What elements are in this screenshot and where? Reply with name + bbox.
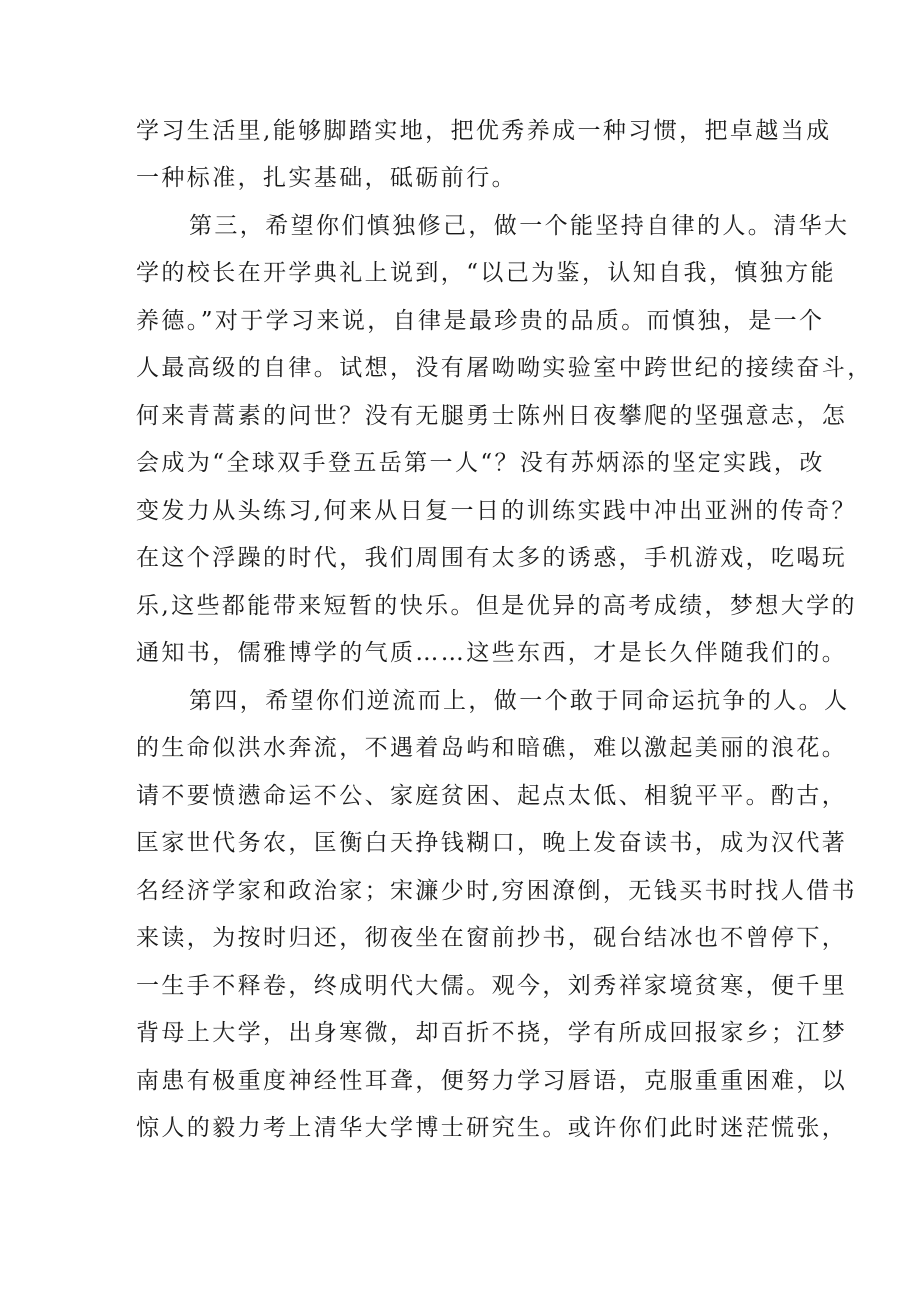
- text-line: 养德。”对于学习来说，自律是最珍贵的品质。而慎独，是一个: [136, 308, 825, 334]
- text-line: 的生命似洪水奔流，不遇着岛屿和暗礁，难以激起美丽的浪花。: [136, 735, 848, 761]
- text-line: 何来青蒿素的问世？没有无腿勇士陈州日夜攀爬的坚强意志，怎: [136, 403, 848, 429]
- text-line: 匡家世代务农，匡衡白天挣钱糊口，晚上发奋读书，成为汉代著: [136, 830, 848, 856]
- text-line: 会成为“全球双手登五岳第一人“？没有苏炳添的坚定实践，改: [136, 450, 825, 476]
- text-line: 通知书，儒雅博学的气质……这些东西，才是长久伴随我们的。: [136, 640, 848, 666]
- text-line: 请不要愤懑命运不公、家庭贫困、起点太低、相貌平平。酌古，: [136, 783, 848, 809]
- text-line: 背母上大学，出身寒微，却百折不挠，学有所成回报家乡；江梦: [136, 1020, 848, 1046]
- text-line: 变发力从头练习,何来从日复一日的训练实践中冲出亚洲的传奇？: [136, 498, 857, 524]
- text-line: 在这个浮躁的时代，我们周围有太多的诱惑，手机游戏，吃喝玩: [136, 545, 848, 571]
- text-line: 来读，为按时归还，彻夜坐在窗前抄书，砚台结冰也不曾停下，: [136, 925, 848, 951]
- text-line: 惊人的毅力考上清华大学博士研究生。或许你们此时迷茫慌张，: [136, 1115, 848, 1141]
- text-line: 学的校长在开学典礼上说到，“以己为鉴，认知自我，慎独方能: [136, 260, 836, 286]
- text-line: 学习生活里,能够脚踏实地，把优秀养成一种习惯，把卓越当成: [136, 118, 832, 144]
- paragraph-start-line: 第四，希望你们逆流而上，做一个敢于同命运抗争的人。人: [189, 688, 850, 714]
- text-line: 一生手不释卷，终成明代大儒。观今，刘秀祥家境贫寒，便千里: [136, 973, 848, 999]
- text-line: 南患有极重度神经性耳聋，便努力学习唇语，克服重重困难，以: [136, 1068, 848, 1094]
- text-line: 人最高级的自律。试想，没有屠呦呦实验室中跨世纪的接续奋斗，: [136, 355, 873, 381]
- text-line: 名经济学家和政治家；宋濂少时,穷困潦倒，无钱买书时找人借书: [136, 878, 857, 904]
- paragraph-start-line: 第三，希望你们慎独修己，做一个能坚持自律的人。清华大: [189, 213, 850, 239]
- text-line: 乐,这些都能带来短暂的快乐。但是优异的高考成绩，梦想大学的: [136, 593, 857, 619]
- text-line: 一种标准，扎实基础，砥砺前行。: [136, 165, 517, 191]
